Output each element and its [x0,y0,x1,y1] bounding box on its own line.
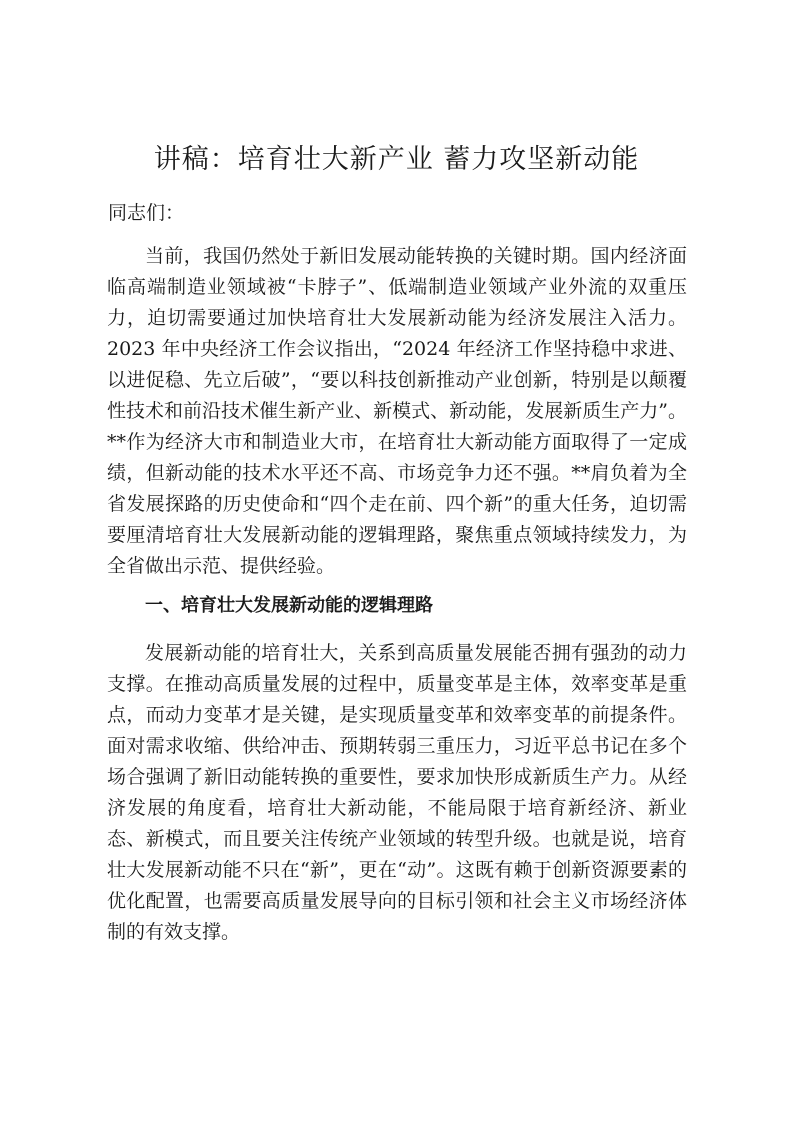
body-paragraph-2: 发展新动能的培育壮大，关系到高质量发展能否拥有强劲的动力支撑。在推动高质量发展的过程中，质量变革是主体，效率变革是重点，而动力变革才是关键，是实现质量变革和效率变革的前提条件。面对需求收缩、供给冲击、预期转弱三重压力，习近平总书记在多个场合强调了新旧动能转换的重要性，要求加快形成新质生产力。从经济发展的角度看，培育壮大新动能，不能局限于培育新经济、新业态、新模式，而且要关注传统产业领域的转型升级。也就是说，培育壮大发展新动能不只在“新”，更在“动”。这既有赖于创新资源要素的优化配置，也需要高质量发展导向的目标引领和社会主义市场经济体制的有效支撑。 [107,642,687,943]
body-paragraph-1: 当前，我国仍然处于新旧发展动能转换的关键时期。国内经济面临高端制造业领域被“卡脖子”、低端制造业领域产业外流的双重压力，迫切需要通过加快培育壮大发展新动能为经济发展注入活力。2023 年中央经济工作会议指出，“2024 年经济工作坚持稳中求进、以进促稳、先立后破”，“要以科技创新推动产业创新，特别是以颠覆性技术和前沿技术催生新产业、新模式、新动能，发展新质生产力”。**作为经济大市和制造业大市，在培育壮大新动能方面取得了一定成绩，但新动能的技术水平还不高、市场竞争力还不强。**肩负着为全省发展探路的历史使命和“四个走在前、四个新”的重大任务，迫切需要厘清培育壮大发展新动能的逻辑理路，聚焦重点领域持续发力，为全省做出示范、提供经验。 [107,245,687,577]
document-title: 讲稿：培育壮大新产业 蓄力攻坚新动能 [153,144,640,175]
section-heading-1: 一、培育壮大发展新动能的逻辑理路 [145,595,433,616]
salutation: 同志们： [108,202,185,224]
